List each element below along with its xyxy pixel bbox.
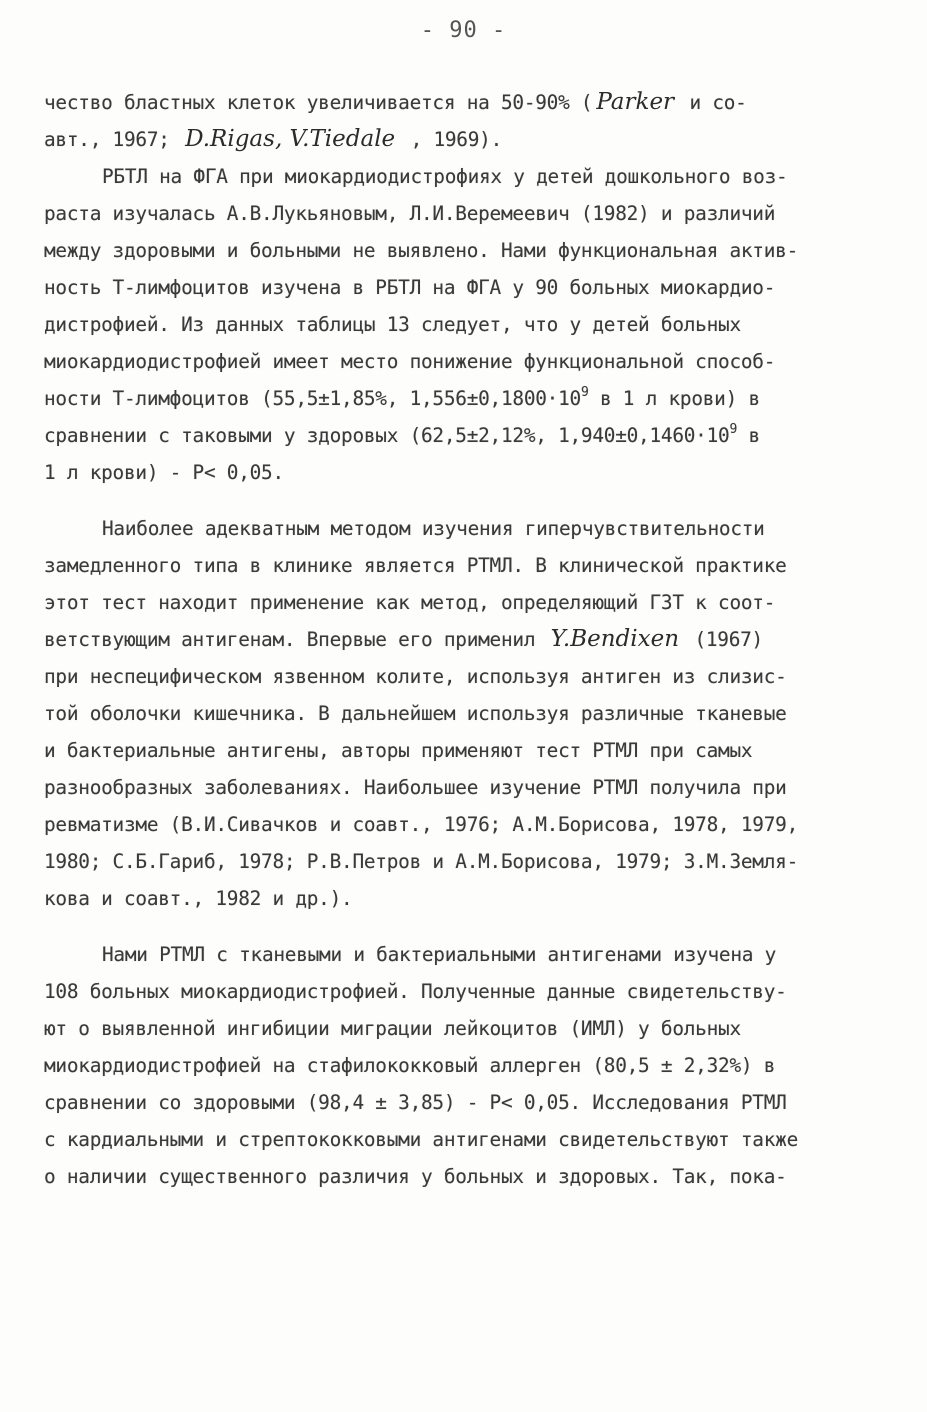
- text-line: раста изучалась А.В.Лукьяновым, Л.И.Веремеевич (1982) и различий: [44, 202, 776, 225]
- text-line: при неспецифическом язвенном колите, используя антиген из слизис-: [44, 665, 787, 688]
- exponent: 9: [729, 422, 738, 437]
- text-line: между здоровыми и больными не выявлено. Нами функциональная актив-: [44, 239, 798, 262]
- text-line: РБТЛ на ФГА при миокардиодистрофиях у детей дошкольного воз-: [102, 165, 788, 188]
- text-segment: и со-: [678, 91, 747, 114]
- page-number: - 90 -: [420, 18, 507, 43]
- text-segment: ветствующим антигенам. Впервые его применил: [44, 628, 547, 651]
- text-line: сравнении со здоровыми (98,4 ± 3,85) - Р< 0,05. Исследования РТМЛ: [44, 1091, 787, 1114]
- exponent: 9: [580, 385, 589, 400]
- text-line: Нами РТМЛ с тканевыми и бактериальными антигенами изучена у: [102, 943, 777, 966]
- text-segment: в 1 л крови) в: [588, 387, 760, 410]
- paragraph-gap: [44, 491, 884, 510]
- text-line: [44, 84, 884, 121]
- text-line: [44, 621, 884, 658]
- text-segment: чество бластных клеток увеличивается на 50-90% (: [44, 91, 593, 114]
- text-segment: , 1969).: [399, 128, 502, 151]
- text-line: миокардиодистрофией на стафилококковый аллерген (80,5 ± 2,32%) в: [44, 1054, 776, 1077]
- text-segment: авт., 1967;: [44, 128, 182, 151]
- text-line: кова и соавт., 1982 и др.).: [44, 887, 353, 910]
- text-segment: ности Т-лимфоцитов (55,5±1,85%, 1,556±0,1800·10: [44, 387, 581, 410]
- text-line: 108 больных миокардиодистрофией. Полученные данные свидетельству-: [44, 980, 787, 1003]
- text-line: дистрофией. Из данных таблицы 13 следует, что у детей больных: [44, 313, 741, 336]
- text-line: ность Т-лимфоцитов изучена в РБТЛ на ФГА у 90 больных миокардио-: [44, 276, 776, 299]
- text-line: с кардиальными и стрептококковыми антигенами свидетельствуют также: [44, 1128, 798, 1151]
- text-line: разнообразных заболеваниях. Наибольшее изучение РТМЛ получила при: [44, 776, 787, 799]
- body-text: [44, 84, 884, 1195]
- paragraph-gap: [44, 917, 884, 936]
- text-line: замедленного типа в клинике является РТМЛ. В клинической практике: [44, 554, 787, 577]
- text-line: [44, 380, 884, 417]
- text-line: 1980; С.Б.Гариб, 1978; Р.В.Петров и А.М.Борисова, 1979; З.М.Земля-: [44, 850, 798, 873]
- text-line: о наличии существенного различия у больных и здоровых. Так, пока-: [44, 1165, 787, 1188]
- text-segment: в: [737, 424, 760, 447]
- handwritten-name: D.Rigas, V.Tiedale: [185, 126, 396, 152]
- text-line: ревматизме (В.И.Сивачков и соавт., 1976; А.М.Борисова, 1978, 1979,: [44, 813, 798, 836]
- text-line: ют о выявленной ингибиции миграции лейкоцитов (ИМЛ) у больных: [44, 1017, 741, 1040]
- text-line: [44, 121, 884, 158]
- text-segment: (1967): [683, 628, 763, 651]
- text-line: той оболочки кишечника. В дальнейшем используя различные тканевые: [44, 702, 787, 725]
- text-line: Наиболее адекватным методом изучения гиперчувствительности: [102, 517, 765, 540]
- text-line: этот тест находит применение как метод, определяющий ГЗТ к соот-: [44, 591, 776, 614]
- text-line: миокардиодистрофией имеет место понижение функциональной способ-: [44, 350, 776, 373]
- text-segment: сравнении с таковыми у здоровых (62,5±2,12%, 1,940±0,1460·10: [44, 424, 730, 447]
- text-line: 1 л крови) - Р< 0,05.: [44, 461, 284, 484]
- handwritten-name: Parker: [596, 89, 675, 115]
- text-line: и бактериальные антигены, авторы применяют тест РТМЛ при самых: [44, 739, 753, 762]
- text-line: [44, 417, 884, 454]
- handwritten-name: Y.Bendixen: [550, 626, 680, 652]
